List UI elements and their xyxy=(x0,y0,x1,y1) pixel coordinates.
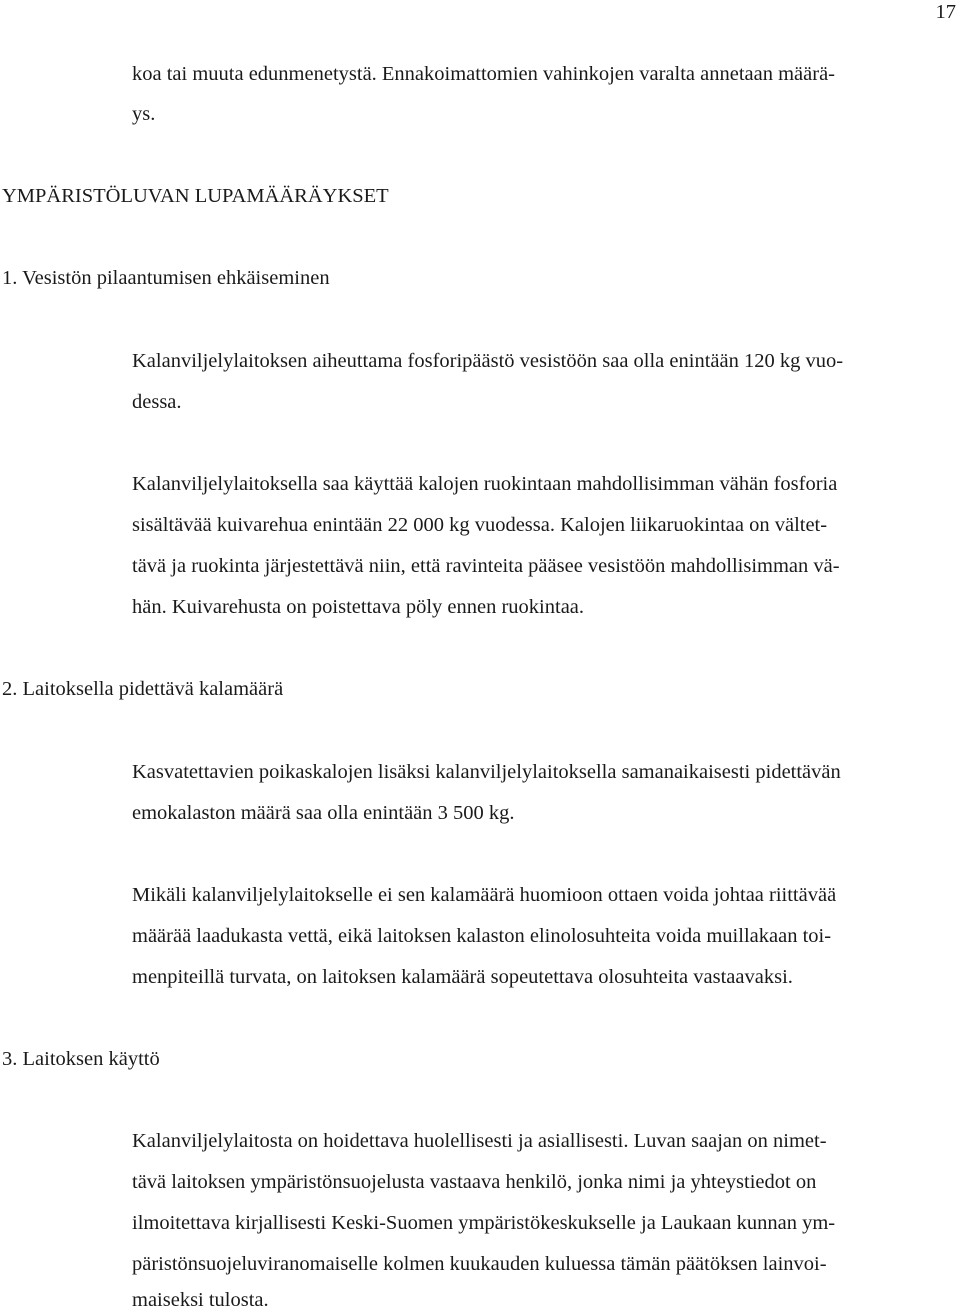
paragraph-line: sisältävää kuivarehua enintään 22 000 kg vuodessa. Kalojen liikaruokintaa on vältet- xyxy=(132,514,828,536)
paragraph-line: ilmoitettava kirjallisesti Keski-Suomen ympäristökeskukselle ja Laukaan kunnan ym- xyxy=(132,1212,836,1234)
intro-line: koa tai muuta edunmenetystä. Ennakoimattomien vahinkojen varalta annetaan määrä- xyxy=(132,63,835,85)
paragraph-line: Mikäli kalanviljelylaitokselle ei sen kalamäärä huomioon ottaen voida johtaa riittävää xyxy=(132,884,837,906)
paragraph-line: Kalanviljelylaitoksen aiheuttama fosforipäästö vesistöön saa olla enintään 120 kg vuo- xyxy=(132,350,844,372)
section-heading-1: 1. Vesistön pilaantumisen ehkäiseminen xyxy=(2,267,330,289)
paragraph-line: hän. Kuivarehusta on poistettava pöly ennen ruokintaa. xyxy=(132,596,585,618)
paragraph-line: tävä ja ruokinta järjestettävä niin, että ravinteita pääsee vesistöön mahdollisimman vä- xyxy=(132,555,840,577)
main-heading: YMPÄRISTÖLUVAN LUPAMÄÄRÄYKSET xyxy=(2,185,389,207)
paragraph-line: dessa. xyxy=(132,391,182,413)
paragraph-line: Kalanviljelylaitoksella saa käyttää kalojen ruokintaan mahdollisimman vähän fosforia xyxy=(132,473,838,495)
paragraph-line: emokalaston määrä saa olla enintään 3 500 kg. xyxy=(132,802,515,824)
paragraph-line: tävä laitoksen ympäristönsuojelusta vastaava henkilö, jonka nimi ja yhteystiedot on xyxy=(132,1171,817,1193)
paragraph-line: määrää laadukasta vettä, eikä laitoksen kalaston elinolosuhteita voida muillakaan toi- xyxy=(132,925,832,947)
paragraph-line: Kalanviljelylaitosta on hoidettava huolellisesti ja asiallisesti. Luvan saajan on nimet- xyxy=(132,1130,827,1152)
section-heading-2: 2. Laitoksella pidettävä kalamäärä xyxy=(2,678,284,700)
paragraph-line: maiseksi tulosta. xyxy=(132,1289,269,1311)
section-heading-3: 3. Laitoksen käyttö xyxy=(2,1048,160,1070)
paragraph-line: Kasvatettavien poikaskalojen lisäksi kalanviljelylaitoksella samanaikaisesti pidettävän xyxy=(132,761,841,783)
paragraph-line: menpiteillä turvata, on laitoksen kalamäärä sopeutettava olosuhteita vastaavaksi. xyxy=(132,966,793,988)
paragraph-line: päristönsuojeluviranomaiselle kolmen kuukauden kuluessa tämän päätöksen lainvoi- xyxy=(132,1253,827,1275)
intro-line: ys. xyxy=(132,103,156,125)
page-number: 17 xyxy=(935,1,956,23)
